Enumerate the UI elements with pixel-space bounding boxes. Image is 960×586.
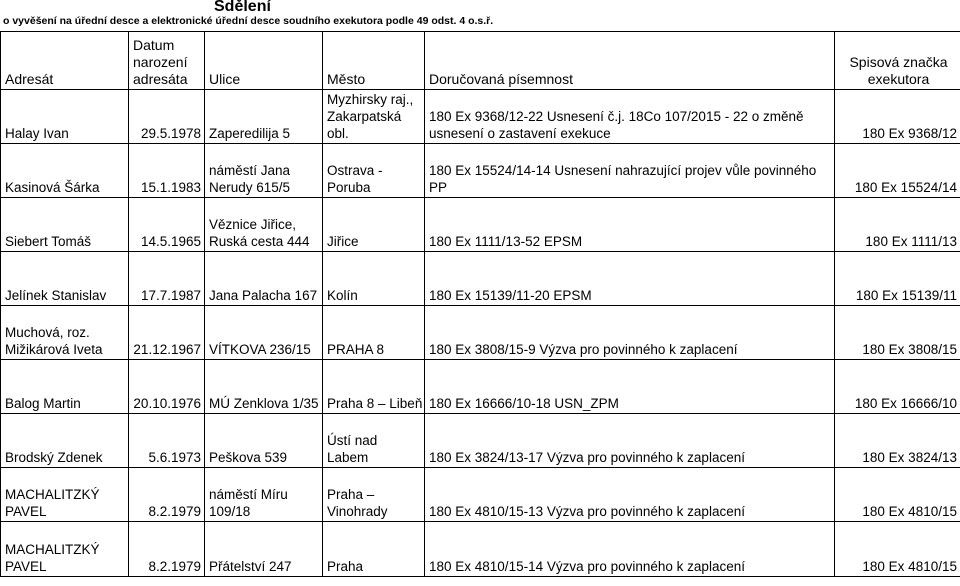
cell-datum: 20.10.1976 bbox=[129, 360, 205, 414]
cell-pisemnost: 180 Ex 15139/11-20 EPSM bbox=[425, 252, 835, 306]
table-row bbox=[1, 360, 960, 414]
cell-mesto: Praha bbox=[323, 522, 425, 577]
cell-pisemnost: 180 Ex 4810/15-13 Výzva pro povinného k zaplacení bbox=[425, 468, 835, 522]
cell-datum: 17.7.1987 bbox=[129, 252, 205, 306]
cell-adresat: Jelínek Stanislav bbox=[1, 252, 129, 306]
cell-ulice: MÚ Zenklova 1/35 bbox=[205, 360, 323, 414]
notice-table bbox=[0, 31, 960, 577]
cell-ulice: Přátelství 247 bbox=[205, 522, 323, 577]
cell-mesto: Ostrava - Poruba bbox=[323, 144, 425, 198]
cell-spis: 180 Ex 16666/10 bbox=[835, 360, 960, 414]
cell-adresat: Muchová, roz. Mižikárová Iveta bbox=[1, 306, 129, 360]
table-row bbox=[1, 198, 960, 252]
table-row bbox=[1, 252, 960, 306]
cell-spis: 180 Ex 4810/15 bbox=[835, 522, 960, 577]
cell-pisemnost: 180 Ex 15524/14-14 Usnesení nahrazující projev vůle povinného PP bbox=[425, 144, 835, 198]
cell-adresat: Kasinová Šárka bbox=[1, 144, 129, 198]
table-row bbox=[1, 522, 960, 577]
table-row bbox=[1, 90, 960, 144]
cell-adresat: MACHALITZKÝ PAVEL bbox=[1, 468, 129, 522]
table-row bbox=[1, 414, 960, 468]
cell-mesto: Kolín bbox=[323, 252, 425, 306]
cell-adresat: Halay Ivan bbox=[1, 90, 129, 144]
cell-ulice: Peškova 539 bbox=[205, 414, 323, 468]
cell-pisemnost: 180 Ex 16666/10-18 USN_ZPM bbox=[425, 360, 835, 414]
cell-ulice: náměstí Jana Nerudy 615/5 bbox=[205, 144, 323, 198]
cell-datum: 8.2.1979 bbox=[129, 522, 205, 577]
table-header-row bbox=[1, 32, 960, 90]
cell-pisemnost: 180 Ex 3824/13-17 Výzva pro povinného k zaplacení bbox=[425, 414, 835, 468]
cell-spis: 180 Ex 4810/15 bbox=[835, 468, 960, 522]
cell-mesto: Jiřice bbox=[323, 198, 425, 252]
header-spis: Spisová značka exekutora bbox=[835, 32, 960, 90]
cell-datum: 21.12.1967 bbox=[129, 306, 205, 360]
cell-adresat: MACHALITZKÝ PAVEL bbox=[1, 522, 129, 577]
cell-datum: 5.6.1973 bbox=[129, 414, 205, 468]
cell-mesto: PRAHA 8 bbox=[323, 306, 425, 360]
header-pisemnost: Doručovaná písemnost bbox=[425, 32, 835, 90]
cell-datum: 15.1.1983 bbox=[129, 144, 205, 198]
cell-mesto: Ústí nad Labem bbox=[323, 414, 425, 468]
cell-pisemnost: 180 Ex 4810/15-14 Výzva pro povinného k zaplacení bbox=[425, 522, 835, 577]
cell-pisemnost: 180 Ex 1111/13-52 EPSM bbox=[425, 198, 835, 252]
cell-pisemnost: 180 Ex 9368/12-22 Usnesení č.j. 18Co 107/2015 - 22 o změně usnesení o zastavení exekuce bbox=[425, 90, 835, 144]
page-subtitle: o vyvěšení na úřední desce a elektronické úřední desce soudního exekutora podle 49 odst. 4 o.s.ř. bbox=[3, 15, 494, 27]
cell-ulice: VÍTKOVA 236/15 bbox=[205, 306, 323, 360]
cell-adresat: Brodský Zdenek bbox=[1, 414, 129, 468]
header-mesto: Město bbox=[323, 32, 425, 90]
cell-ulice: Věznice Jiřice, Ruská cesta 444 bbox=[205, 198, 323, 252]
cell-adresat: Balog Martin bbox=[1, 360, 129, 414]
cell-spis: 180 Ex 3808/15 bbox=[835, 306, 960, 360]
cell-ulice: náměstí Míru 109/18 bbox=[205, 468, 323, 522]
cell-adresat: Siebert Tomáš bbox=[1, 198, 129, 252]
cell-mesto: Praha 8 – Libeň bbox=[323, 360, 425, 414]
page-title: Sdělení bbox=[214, 0, 271, 15]
cell-datum: 8.2.1979 bbox=[129, 468, 205, 522]
cell-spis: 180 Ex 9368/12 bbox=[835, 90, 960, 144]
cell-spis: 180 Ex 1111/13 bbox=[835, 198, 960, 252]
cell-ulice: Zaperedilija 5 bbox=[205, 90, 323, 144]
cell-mesto: Praha – Vinohrady bbox=[323, 468, 425, 522]
cell-spis: 180 Ex 15139/11 bbox=[835, 252, 960, 306]
header-adresat: Adresát bbox=[1, 32, 129, 90]
cell-ulice: Jana Palacha 167 bbox=[205, 252, 323, 306]
cell-spis: 180 Ex 15524/14 bbox=[835, 144, 960, 198]
table-row bbox=[1, 468, 960, 522]
cell-spis: 180 Ex 3824/13 bbox=[835, 414, 960, 468]
table-row bbox=[1, 306, 960, 360]
header-datum: Datum narození adresáta bbox=[129, 32, 205, 90]
cell-datum: 14.5.1965 bbox=[129, 198, 205, 252]
header-ulice: Ulice bbox=[205, 32, 323, 90]
cell-pisemnost: 180 Ex 3808/15-9 Výzva pro povinného k zaplacení bbox=[425, 306, 835, 360]
cell-datum: 29.5.1978 bbox=[129, 90, 205, 144]
table-row bbox=[1, 144, 960, 198]
cell-mesto: Myzhirsky raj., Zakarpatská obl. bbox=[323, 90, 425, 144]
